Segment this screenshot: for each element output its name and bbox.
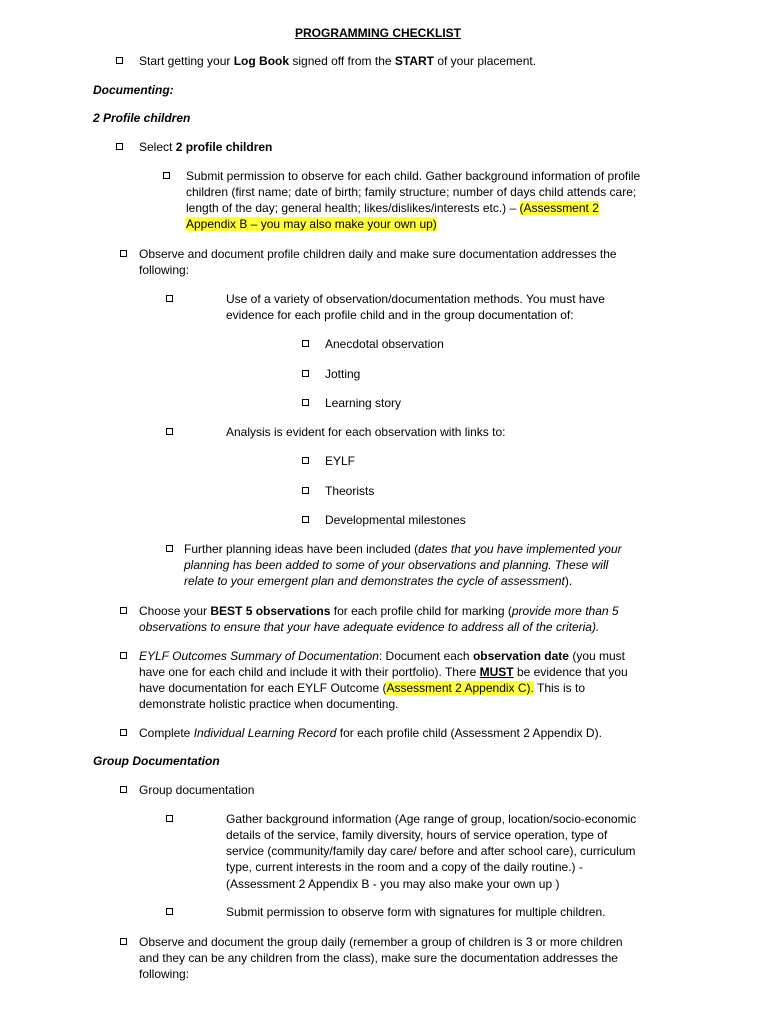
list-item: EYLF <box>325 454 356 468</box>
observe-line-1: Observe and document profile children daily and make sure documentation addresses the <box>139 247 617 261</box>
gather-line-2: details of the service, family diversity, hours of service operation, type of <box>226 828 608 842</box>
text-span: Further planning ideas have been included ( <box>184 542 419 556</box>
submit-group-item: Submit permission to observe form with signatures for multiple children. <box>226 905 606 919</box>
text-span: Log Book <box>233 54 290 68</box>
checkbox-icon <box>302 457 309 464</box>
text-span: Individual Learning Record <box>193 726 337 740</box>
checkbox-icon <box>302 370 309 377</box>
checkbox-icon <box>166 545 173 552</box>
text-span: relate to your emergent plan and demonstrates the cycle of assessment <box>184 574 565 588</box>
section-heading-profile-children: 2 Profile children <box>93 111 191 125</box>
checkbox-icon <box>166 428 173 435</box>
text-span: be evidence that you <box>513 665 628 679</box>
select-item <box>139 139 272 155</box>
text-span: Start getting your <box>139 54 234 68</box>
highlight-span: (Assessment 2 <box>519 201 599 215</box>
list-item: Theorists <box>325 484 375 498</box>
observe-group-line-2: and they can be any children from the class), make sure the documentation addresses the <box>139 951 618 965</box>
checkbox-icon <box>120 729 127 736</box>
checkbox-icon <box>302 516 309 523</box>
gather-line-5: (Assessment 2 Appendix B - you may also make your own up ) <box>226 877 560 891</box>
text-span: observation date <box>472 649 569 663</box>
text-span: of your placement. <box>434 54 537 68</box>
submit-line-1: Submit permission to observe for each child. Gather background information of profile <box>186 169 641 183</box>
text-span: Complete <box>139 726 194 740</box>
checkbox-icon <box>120 652 127 659</box>
planning-line-2 <box>184 557 608 573</box>
text-span: ). <box>564 574 573 588</box>
eylf-line-4: demonstrate holistic practice when documenting. <box>139 697 399 711</box>
checkbox-icon <box>120 250 127 257</box>
section-heading-documenting: Documenting: <box>93 83 174 97</box>
text-span: (you must <box>568 649 625 663</box>
text-span: Choose your <box>139 604 211 618</box>
text-span: planning has been added to some of your observations and planning. These will <box>184 558 609 572</box>
eylf-line-1 <box>139 648 625 664</box>
checkbox-icon <box>302 487 309 494</box>
text-span: MUST <box>479 665 514 679</box>
gather-line-3: service (community/family day care/ before and after school care), curriculum <box>226 844 636 858</box>
best5-line-1 <box>139 603 619 619</box>
text-span: provide more than 5 <box>511 604 619 618</box>
checkbox-icon <box>166 295 173 302</box>
text-span: START <box>394 54 434 68</box>
list-item: Developmental milestones <box>325 513 466 527</box>
page-title: PROGRAMMING CHECKLIST <box>295 26 461 40</box>
text-span: have documentation for each EYLF Outcome ( <box>139 681 387 695</box>
text-span: have one for each child and include it with their portfolio). There <box>139 665 480 679</box>
observe-line-2: following: <box>139 263 190 277</box>
submit-line-3 <box>186 200 599 216</box>
gather-line-4: type, current interests in the room and a copy of the daily routine.) - <box>226 860 583 874</box>
list-item: Jotting <box>325 367 361 381</box>
gather-line-1: Gather background information (Age range of group, location/socio-economic <box>226 812 637 826</box>
text-span: 2 profile children <box>175 140 273 154</box>
group-doc-item: Group documentation <box>139 783 255 797</box>
eylf-line-3 <box>139 680 585 696</box>
methods-line-2: evidence for each profile child and in the group documentation of: <box>226 308 574 322</box>
methods-line-1: Use of a variety of observation/documentation methods. You must have <box>226 292 605 306</box>
highlight-span: Assessment 2 Appendix C). <box>386 681 534 695</box>
submit-line-4 <box>186 216 437 232</box>
eylf-line-2 <box>139 664 628 680</box>
text-span: dates that you have implemented your <box>418 542 622 556</box>
text-span: for each profile child (Assessment 2 Appendix D). <box>336 726 602 740</box>
list-item: Learning story <box>325 396 402 410</box>
text-span: Select <box>139 140 176 154</box>
checkbox-icon <box>166 908 173 915</box>
checkbox-icon <box>120 607 127 614</box>
text-span: This is to <box>533 681 586 695</box>
logbook-item <box>139 53 536 69</box>
text-span: length of the day; general health; likes/dislikes/interests etc.) – <box>186 201 520 215</box>
planning-line-3 <box>184 573 572 589</box>
observe-group-line-1: Observe and document the group daily (remember a group of children is 3 or more children <box>139 935 623 949</box>
text-span: for each profile child for marking ( <box>330 604 512 618</box>
checkbox-icon <box>302 399 309 406</box>
checkbox-icon <box>116 143 123 150</box>
list-item: Anecdotal observation <box>325 337 444 351</box>
checkbox-icon <box>120 938 127 945</box>
highlight-span: Appendix B – you may also make your own up) <box>186 217 437 231</box>
best5-line-2 <box>139 619 599 635</box>
section-heading-group: Group Documentation <box>93 754 220 768</box>
planning-line-1 <box>184 541 622 557</box>
text-span: signed off from the <box>289 54 395 68</box>
analysis-line-1: Analysis is evident for each observation with links to: <box>226 425 506 439</box>
text-span: BEST 5 observations <box>210 604 331 618</box>
text-span: observations to ensure that your have adequate evidence to address all of the criteria). <box>139 620 600 634</box>
submit-line-2: children (first name; date of birth; family structure; number of days child attends care; <box>186 185 637 199</box>
observe-group-line-3: following: <box>139 967 190 981</box>
checkbox-icon <box>116 57 123 64</box>
checkbox-icon <box>302 340 309 347</box>
checkbox-icon <box>120 786 127 793</box>
complete-item <box>139 725 602 741</box>
text-span: : Document each <box>378 649 473 663</box>
checkbox-icon <box>166 815 173 822</box>
checkbox-icon <box>163 172 170 179</box>
text-span: EYLF Outcomes Summary of Documentation <box>139 649 379 663</box>
